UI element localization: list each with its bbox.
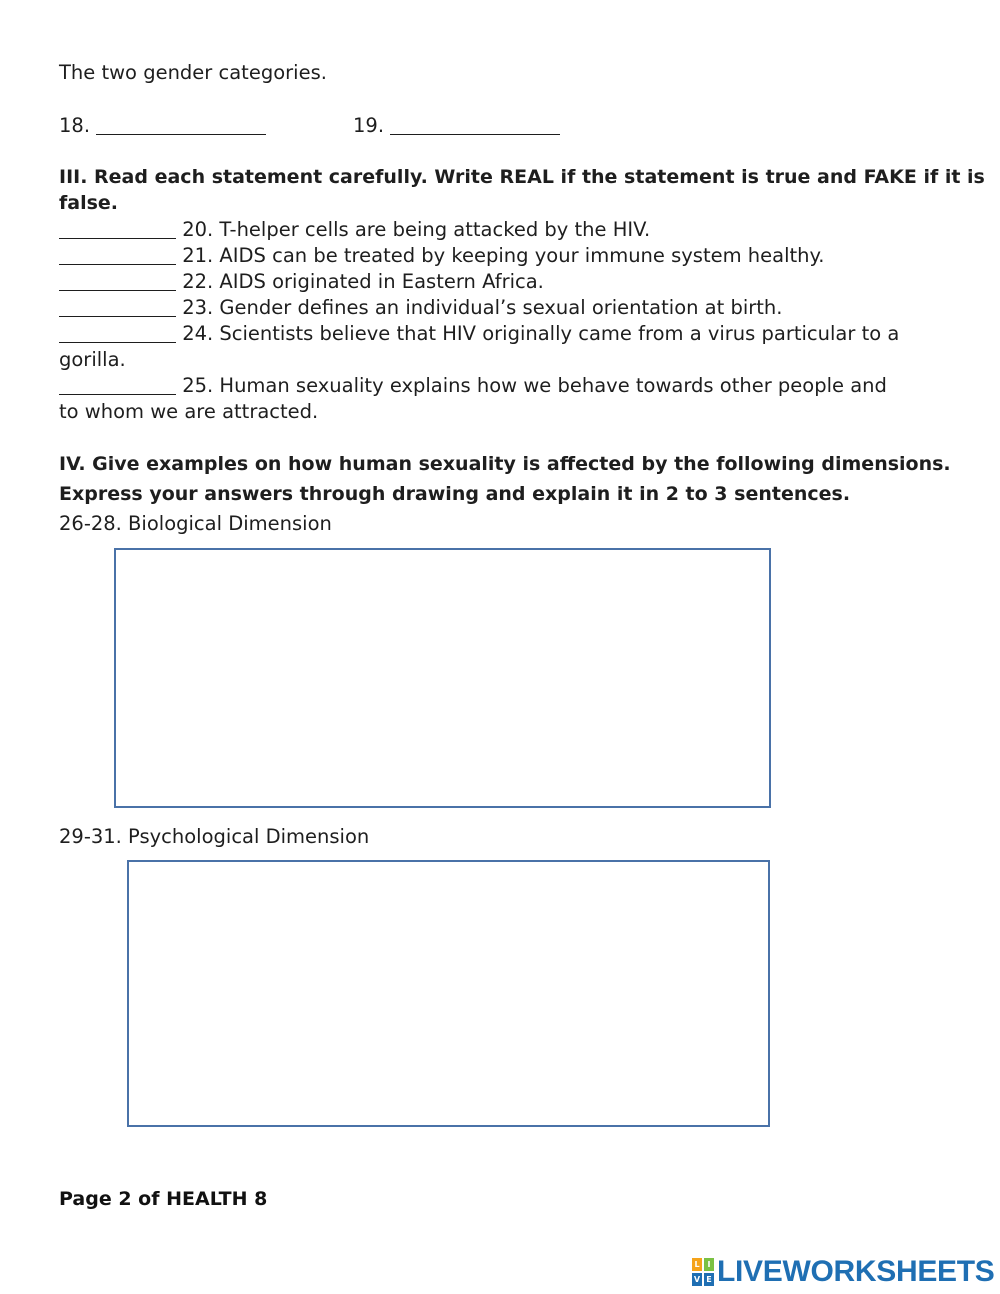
answer-blank[interactable] bbox=[59, 375, 176, 395]
section3-instruction: III. Read each statement carefully. Write REAL if the statement is true and FAKE if it is bbox=[59, 166, 985, 188]
page-footer: Page 2 of HEALTH 8 bbox=[59, 1188, 268, 1210]
brand-name: LIVEWORKSHEETS bbox=[717, 1255, 995, 1288]
logo-tile: E bbox=[704, 1273, 714, 1286]
answer-blank[interactable] bbox=[59, 323, 176, 343]
statement-22 bbox=[59, 270, 544, 293]
psychological-dimension-label: 29-31. Psychological Dimension bbox=[59, 825, 370, 848]
section4-instruction-cont: Express your answers through drawing and explain it in 2 to 3 sentences. bbox=[59, 483, 851, 505]
logo-tiles bbox=[692, 1258, 714, 1286]
gender-item-number: 19. bbox=[353, 114, 385, 137]
liveworksheets-logo bbox=[692, 1255, 995, 1289]
statement-text: 20. T-helper cells are being attacked by the HIV. bbox=[182, 218, 651, 241]
statement-text: 24. Scientists believe that HIV originally came from a virus particular to a bbox=[182, 322, 900, 345]
statement-23 bbox=[59, 296, 783, 319]
statement-text: 23. Gender defines an individual’s sexual orientation at birth. bbox=[182, 296, 783, 319]
gender-item-18 bbox=[59, 114, 266, 137]
biological-drawing-box[interactable] bbox=[114, 548, 771, 808]
gender-prompt: The two gender categories. bbox=[59, 61, 327, 84]
statement-21 bbox=[59, 244, 824, 267]
statement-24 bbox=[59, 322, 899, 345]
logo-tile: L bbox=[692, 1258, 702, 1271]
logo-tile: I bbox=[704, 1258, 714, 1271]
psychological-drawing-box[interactable] bbox=[127, 860, 770, 1127]
answer-blank[interactable] bbox=[59, 245, 176, 265]
answer-blank[interactable] bbox=[59, 271, 176, 291]
answer-blank[interactable] bbox=[59, 219, 176, 239]
biological-dimension-label: 26-28. Biological Dimension bbox=[59, 512, 332, 535]
statement-25-continuation: to whom we are attracted. bbox=[59, 400, 319, 423]
statement-24-continuation: gorilla. bbox=[59, 348, 126, 371]
statement-text: 22. AIDS originated in Eastern Africa. bbox=[182, 270, 544, 293]
gender-answer-blank[interactable] bbox=[96, 115, 266, 135]
statement-25 bbox=[59, 374, 887, 397]
gender-answer-blank[interactable] bbox=[390, 115, 560, 135]
statement-text: 21. AIDS can be treated by keeping your immune system healthy. bbox=[182, 244, 825, 267]
answer-blank[interactable] bbox=[59, 297, 176, 317]
logo-tile: V bbox=[693, 1275, 701, 1284]
statement-text: 25. Human sexuality explains how we behave towards other people and bbox=[182, 374, 887, 397]
section4-instruction: IV. Give examples on how human sexuality is affected by the following dimensions. bbox=[59, 453, 951, 475]
statement-20 bbox=[59, 218, 650, 241]
gender-item-number: 18. bbox=[59, 114, 91, 137]
section3-instruction-cont: false. bbox=[59, 192, 119, 214]
gender-item-19 bbox=[353, 114, 560, 137]
